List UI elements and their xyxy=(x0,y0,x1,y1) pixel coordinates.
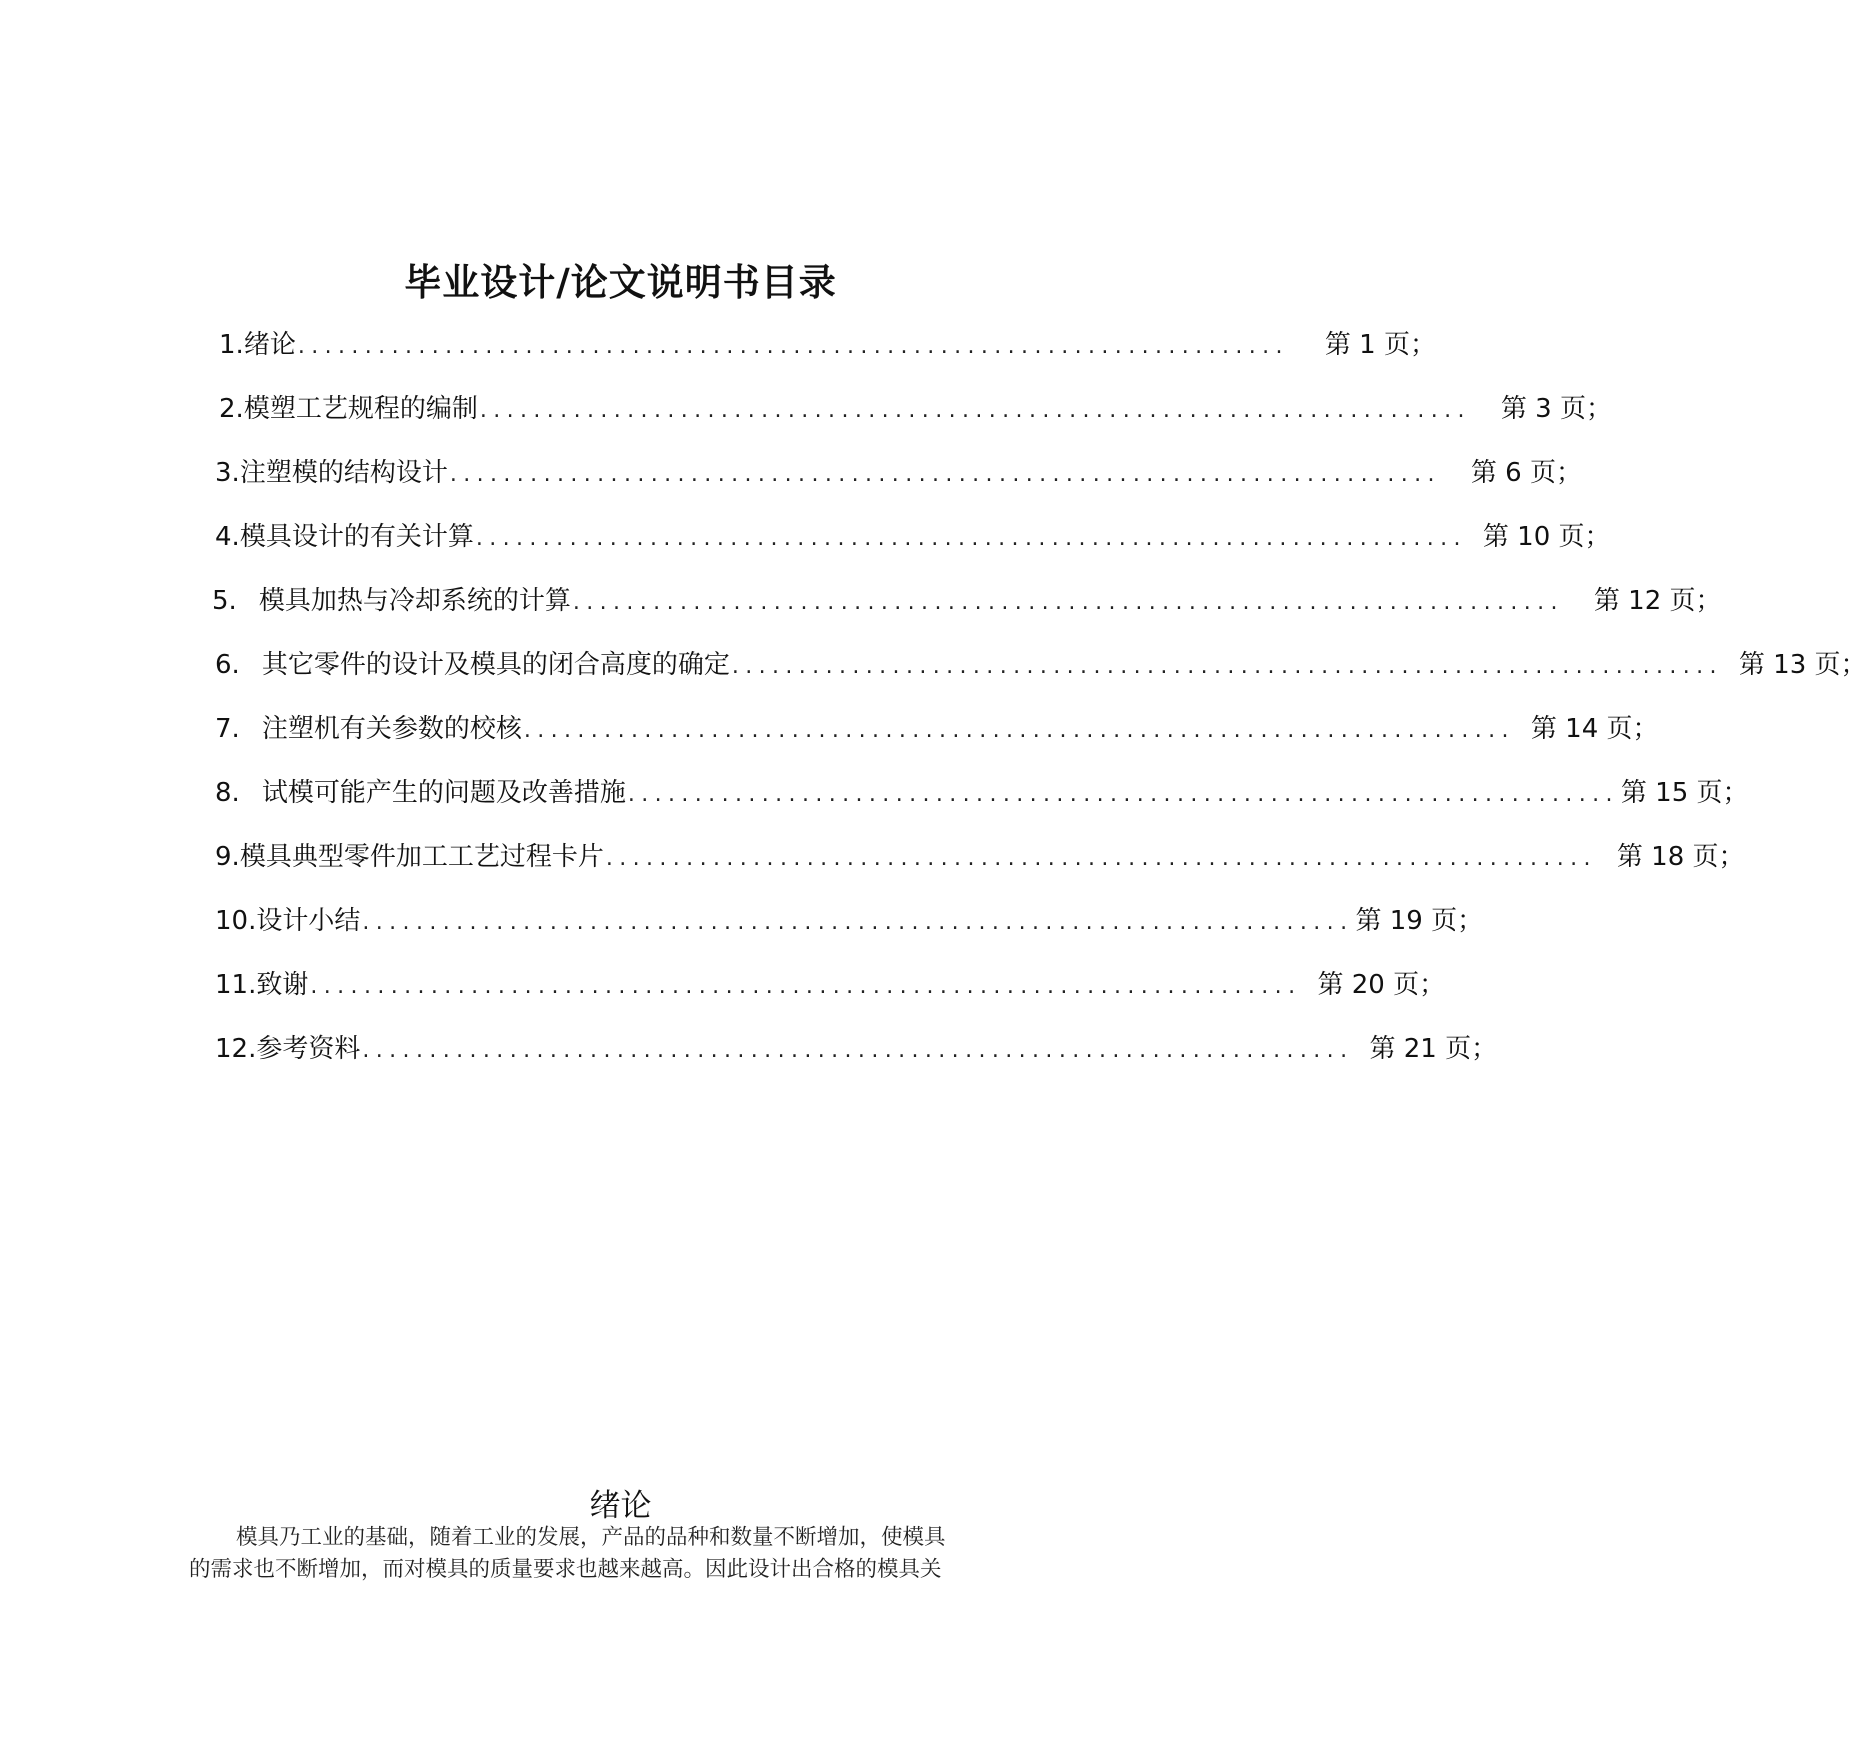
toc-item-label: 模具设计的有关计算 xyxy=(239,522,474,552)
toc-item-number: 7. xyxy=(215,714,240,744)
toc-item-page: 第 19 页； xyxy=(1355,906,1484,936)
toc-leader-dots: .......................................................................... xyxy=(479,398,1471,423)
toc-item-page: 第 15 页； xyxy=(1620,778,1749,808)
toc-item-label: 设计小结 xyxy=(256,906,361,936)
toc-item-label: 试模可能产生的问题及改善措施 xyxy=(261,778,626,808)
toc-leader-dots: .......................................................................... xyxy=(449,462,1441,487)
toc-item-7[interactable] xyxy=(215,709,1659,749)
toc-item-label: 参考资料 xyxy=(256,1034,361,1064)
toc-item-label: 致谢 xyxy=(256,970,309,1000)
toc-item-label: 注塑机有关参数的校核 xyxy=(261,714,522,744)
toc-item-number: 4. xyxy=(215,522,240,552)
toc-item-number: 1. xyxy=(219,330,244,360)
paragraph-line: 模具乃工业的基础，随着工业的发展，产品的品种和数量不断增加，使模具 xyxy=(236,1525,946,1550)
toc-item-11[interactable] xyxy=(215,965,1446,1005)
toc-item-9[interactable] xyxy=(215,837,1745,877)
toc-item-page: 第 14 页； xyxy=(1530,714,1659,744)
toc-item-number: 6. xyxy=(215,650,240,680)
toc-item-3[interactable] xyxy=(215,453,1582,493)
toc-item-4[interactable] xyxy=(215,517,1611,557)
toc-item-number: 9. xyxy=(215,842,240,872)
toc-item-label: 模塑工艺规程的编制 xyxy=(243,394,478,424)
toc-item-number: 2. xyxy=(219,394,244,424)
toc-leader-dots: .......................................................................... xyxy=(362,1038,1354,1063)
toc-item-6[interactable] xyxy=(215,645,1867,685)
toc-leader-dots: .......................................................................... xyxy=(310,974,1302,999)
toc-item-2[interactable] xyxy=(219,389,1612,429)
toc-leader-dots: .......................................................................... xyxy=(605,846,1597,871)
toc-title: 毕业设计/论文说明书目录 xyxy=(404,260,837,304)
paragraph-line: 的需求也不断增加，而对模具的质量要求也越来越高。因此设计出合格的模具关 xyxy=(189,1557,942,1582)
toc-item-number: 12. xyxy=(215,1034,257,1064)
toc-item-label: 其它零件的设计及模具的闭合高度的确定 xyxy=(261,650,730,680)
body-paragraph xyxy=(189,1522,1055,1586)
toc-item-number: 5. xyxy=(212,586,237,616)
toc-item-label: 模具典型零件加工工艺过程卡片 xyxy=(239,842,604,872)
toc-leader-dots: .......................................................................... xyxy=(297,334,1289,359)
toc-leader-dots: .......................................................................... xyxy=(731,654,1723,679)
toc-item-label: 绪论 xyxy=(243,330,296,360)
toc-item-page: 第 20 页； xyxy=(1317,970,1446,1000)
toc-item-page: 第 12 页； xyxy=(1593,586,1722,616)
toc-item-page: 第 6 页； xyxy=(1470,458,1582,488)
toc-leader-dots: .......................................................................... xyxy=(475,526,1467,551)
toc-item-page: 第 1 页； xyxy=(1324,330,1436,360)
toc-item-number: 11. xyxy=(215,970,257,1000)
toc-item-page: 第 3 页； xyxy=(1500,394,1612,424)
toc-item-5[interactable] xyxy=(212,581,1722,621)
toc-item-number: 8. xyxy=(215,778,240,808)
toc-item-page: 第 21 页； xyxy=(1369,1034,1498,1064)
toc-leader-dots: .......................................................................... xyxy=(572,590,1564,615)
toc-item-10[interactable] xyxy=(215,901,1484,941)
toc-item-number: 3. xyxy=(215,458,240,488)
toc-item-1[interactable] xyxy=(219,325,1436,365)
toc-leader-dots: .......................................................................... xyxy=(362,910,1354,935)
toc-item-12[interactable] xyxy=(215,1029,1498,1069)
toc-item-number: 10. xyxy=(215,906,257,936)
toc-item-label: 注塑模的结构设计 xyxy=(239,458,448,488)
toc-item-label: 模具加热与冷却系统的计算 xyxy=(258,586,571,616)
toc-item-page: 第 18 页； xyxy=(1616,842,1745,872)
toc-item-8[interactable] xyxy=(215,773,1749,813)
toc-leader-dots: .......................................................................... xyxy=(523,718,1515,743)
toc-leader-dots: .......................................................................... xyxy=(627,782,1619,807)
section-heading: 绪论 xyxy=(589,1488,652,1524)
toc-item-page: 第 10 页； xyxy=(1482,522,1611,552)
toc-item-page: 第 13 页； xyxy=(1738,650,1867,680)
